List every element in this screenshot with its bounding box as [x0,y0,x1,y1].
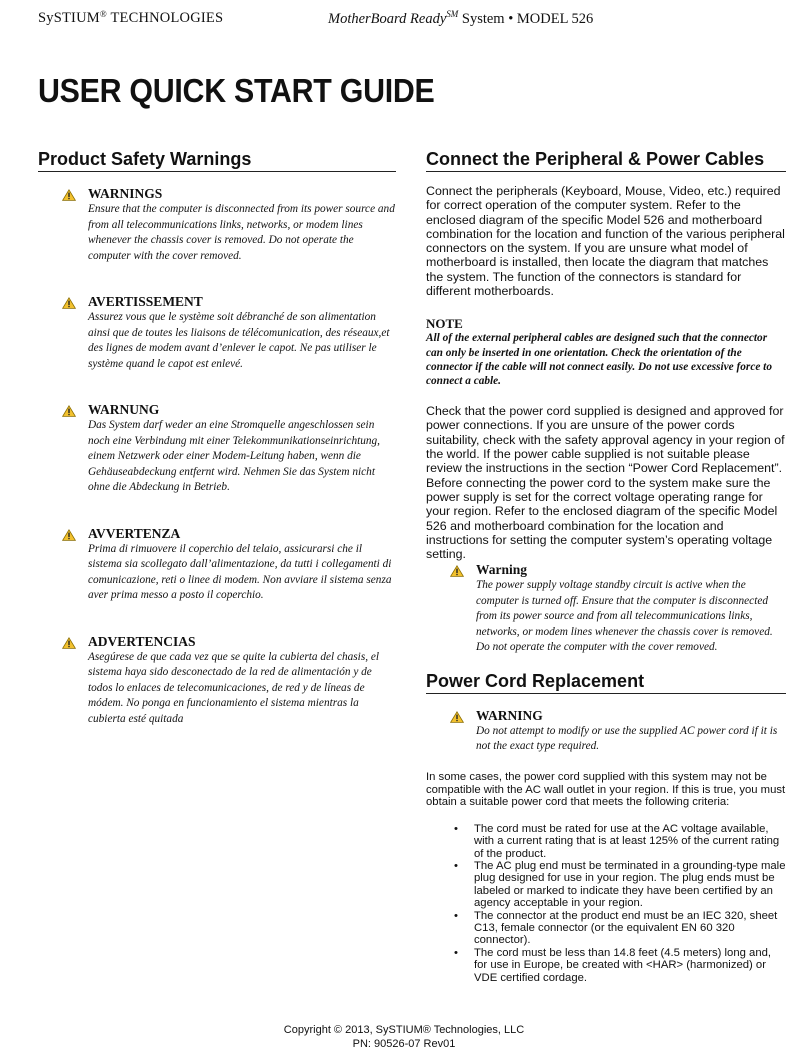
list-item [426,860,786,910]
power-cord-warning [426,708,786,755]
warning-title: WARNUNG [88,402,160,417]
bullet: • [454,822,458,835]
warning-it [38,526,396,604]
warning-fr [38,294,396,372]
company-suffix: TECHNOLOGIES [110,10,224,26]
warning-text: Assurez vous que le système soit débranché de son alimentation ainsi que de toutes les liaisons de télécomunication, des réseaux,et des lignes de modem avant d’enlever le capot. Ne pas utiliser le système quand le capot est enlevé. [88,311,390,370]
warning-text: The power supply voltage standby circuit is active when the computer is turned off. Ensure that the computer is disconnected from its power source and from all telecommunications links, networks, or modem lines whenever the chassis cover is removed. Do not operate the computer with the cover removed. [476,579,773,654]
connect-heading: Connect the Peripheral & Power Cables [426,148,786,172]
page-title: USER QUICK START GUIDE [38,72,435,109]
note-title: NOTE [426,316,463,332]
warning-title: Warning [476,562,528,578]
header-product [328,9,593,28]
footer-copyright: Copyright © 2013, SySTIUM® Technologies, LLC [283,1024,525,1036]
bullet: • [454,946,458,959]
product-prefix: MotherBoard Ready [328,11,447,27]
power-text: Check that the power cord supplied is designed and approved for power connections. If you are unsure of the power cords suitability, check with the safety approval agency in your region of the world. If the power cable supplied is not suitable please review the instructions in the section “Power Cord Replacement”. Before connecting the power cord to the system make sure the power supply is set for the correct voltage operating range for your region. Refer to the enclosed diagram of the specific Model 526 and motherboard combination for the location and instructions for setting the computer system’s operating voltage setting. [426,404,785,562]
standby-warning [426,562,786,656]
list-item [426,947,786,984]
warning-triangle-icon [450,565,464,577]
note-text: All of the external peripheral cables are designed such that the connector can only be inserted in one orientation. Check the orientation of the connector if the cable will not connect easily. Do not use excessive force to connect a cable. [426,332,772,387]
warning-en [38,186,396,264]
warning-triangle-icon [62,405,76,417]
list-item [426,823,786,860]
warning-triangle-icon [62,297,76,309]
company-name: SySTIUM [38,10,100,26]
warning-triangle-icon [62,637,76,649]
warning-title: AVVERTENZA [88,525,181,541]
warning-text: Das System darf weder an eine Stromquelle angeschlossen sein noch eine Verbindung mit einer Telekommunikationseinrichtung, einem Netzwerk oder einer Modem-Leitung haben, wenn die Gehäuseabdeckung entfernt wird. Nehmen Sie das System nicht ohne die Abdeckung in Betrieb. [88,419,380,493]
product-sm: SM [446,9,459,19]
header-company: SySTIUM® TECHNOLOGIES [38,9,224,26]
warning-es [38,634,396,728]
warning-text: Ensure that the computer is disconnected from its power source and from all telecommunications links, networks, or modem lines whenever the chassis cover is removed. Do not operate the computer with the cover removed. [88,203,395,262]
criterion-text: The cord must be rated for use at the AC voltage available, with a current rating that is at least 125% of the current rating of the product. [474,822,780,860]
safety-column [38,148,396,727]
product-suffix: System • MODEL 526 [461,11,594,27]
warning-text: Do not attempt to modify or use the supplied AC power cord if it is not the exact type required. [476,724,778,753]
warning-de [38,402,396,496]
safety-heading: Product Safety Warnings [38,148,396,172]
power-cord-intro: In some cases, the power cord supplied with this system may not be compatible with the AC wall outlet in your region. If this is true, you must obtain a suitable power cord that meets the following criteria: [426,770,786,809]
warning-text: Prima di rimuovere il coperchio del telaio, assicurarsi che il sistema sia scollegato dall’alimentazione, da tutti i collegamenti di comunicazione, reti o linee di modem. Non avviare il sistema senza aver prima messo a posto il coperchio. [88,542,392,601]
warning-triangle-icon [62,529,76,541]
warning-title: ADVERTENCIAS [88,633,196,649]
criterion-text: The cord must be less than 14.8 feet (4.5 meters) long and, for use in Europe, be created with <HAR> (harmonized) or VDE certified cordage. [474,946,772,984]
list-item [426,910,786,947]
warning-title: WARNING [476,707,543,723]
criterion-text: The connector at the product end must be an IEC 320, sheet C13, female connector (or the equivalent EN 60 320 connector). [474,909,778,947]
warning-text: Asegúrese de que cada vez que se quite la cubierta del chasis, el sistema haya sido desconectado de la red de alimentación y de todos lo enlaces de telecomunicaciones, de red y de líneas de módem. No ponga en funcionamiento el sistema mientras la cubierta esté quitada [88,650,380,725]
warning-triangle-icon [62,189,76,201]
criterion-text: The AC plug end must be terminated in a grounding-type male plug designed for use in your region. The plug ends must be labeled or marked to indicate they have been certified by an agency acceptable in your region. [474,859,786,910]
power-cord-heading: Power Cord Replacement [426,670,786,694]
connect-intro: Connect the peripherals (Keyboard, Mouse, Video, etc.) required for correct operation of the computer system. Refer to the enclosed diagram of the specific Model 526 and motherboard combination for the location and function of the various peripheral connectors on the system. If you are unsure what model of motherboard is installed, then locate the diagram that matches the system. The function of the connectors is standard for different motherboards. [426,184,785,299]
warning-title: WARNINGS [88,186,163,201]
bullet: • [454,859,458,872]
criteria-list [426,823,786,984]
warning-title: AVERTISSEMENT [88,294,203,309]
connect-column [426,148,786,984]
bullet: • [454,909,458,922]
warning-triangle-icon [450,711,464,723]
footer-part-number: PN: 90526-07 Rev01 [352,1038,456,1050]
